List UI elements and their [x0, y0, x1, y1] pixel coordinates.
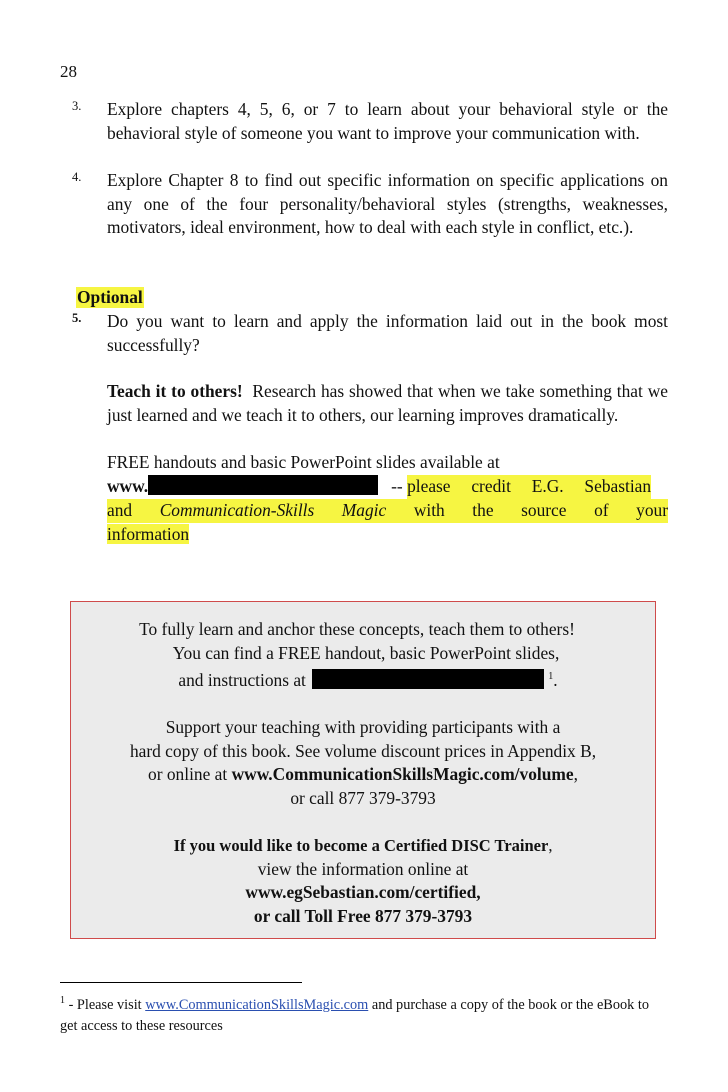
- teach-heading: Teach it to others!: [107, 381, 243, 401]
- cert-heading: If you would like to become a Certified DISC Trainer: [173, 836, 549, 856]
- credit-line-1: [107, 475, 668, 499]
- cert-url[interactable]: www.egSebastian.com/certified,: [245, 882, 481, 903]
- footnote-ref: 1: [548, 671, 554, 682]
- teaching-callout-box: [70, 601, 656, 939]
- footnote: [60, 990, 668, 1037]
- support-line-3: [71, 763, 655, 787]
- list-item-text: Do you want to learn and apply the information laid out in the book most successfully?: [107, 311, 668, 355]
- cert-comma: ,: [548, 836, 553, 856]
- support-line-1: Support your teaching with providing participants with a: [165, 717, 561, 738]
- list-marker: 3.: [72, 99, 82, 113]
- credit-highlight: [107, 499, 668, 523]
- teach-text: Research has showed that when we take something that we just learned and we teach it to others, our learning improves dramatically.: [107, 381, 668, 425]
- callout-line-2: You can find a FREE handout, basic PowerPoint slides,: [172, 642, 560, 663]
- credit-your: your: [636, 500, 669, 520]
- support-line-4: or call 877 379-3793: [290, 787, 436, 808]
- credit-of: of: [594, 500, 609, 520]
- credit-line-2: [107, 499, 668, 523]
- callout-line-1: To fully learn and anchor these concepts, teach them to others!: [139, 619, 575, 639]
- credit-source: source: [521, 500, 567, 520]
- free-handouts-line: FREE handouts and basic PowerPoint slides available at: [107, 452, 500, 472]
- teach-paragraph: [107, 380, 668, 427]
- footnote-pre: - Please visit: [68, 996, 142, 1013]
- cert-phone: or call Toll Free 877 379-3793: [253, 905, 473, 926]
- page-number: 28: [60, 62, 77, 81]
- list-item-text: Explore Chapter 8 to find out specific information on specific applications on any one of the four personality/behavioral styles (strengths, weaknesses, motivators, ideal environment, how to deal with each style in conflict, etc.).: [107, 170, 668, 237]
- credit-information: information: [107, 524, 190, 544]
- credit-the: the: [472, 500, 494, 520]
- credit-and: and: [107, 500, 133, 520]
- footnote-divider: [60, 982, 302, 983]
- cert-line-2: view the information online at: [257, 858, 469, 879]
- support-online-text: or online at: [148, 764, 228, 785]
- redacted-url: [312, 669, 544, 689]
- credit-text: please credit E.G. Sebastian: [407, 475, 651, 499]
- list-marker: 4.: [72, 170, 82, 184]
- support-line-2: hard copy of this book. See volume discount prices in Appendix B,: [129, 740, 597, 761]
- footnote-number: 1: [60, 995, 65, 1006]
- support-comma: ,: [573, 764, 578, 785]
- cert-line-1: [71, 834, 655, 858]
- credit-line-3: [107, 523, 668, 547]
- optional-label: Optional: [77, 287, 143, 307]
- credit-dash: --: [391, 476, 403, 496]
- footnote-post: and purchase a copy of the book or the eBook to get access to these resources: [60, 996, 649, 1034]
- callout-line-3: [81, 665, 655, 692]
- redacted-url: [148, 475, 378, 495]
- www-prefix: www.: [107, 476, 149, 496]
- list-item-text: Explore chapters 4, 5, 6, or 7 to learn about your behavioral style or the behavioral style of someone you want to improve your communication with.: [107, 99, 668, 143]
- credit-with: with: [413, 500, 445, 520]
- footnote-link[interactable]: www.CommunicationSkillsMagic.com: [145, 996, 369, 1013]
- callout-instructions-text: and instructions at: [178, 669, 306, 690]
- list-marker: 5.: [72, 311, 82, 325]
- callout-period: .: [553, 669, 558, 690]
- book-title: Communication-Skills Magic: [159, 500, 387, 520]
- volume-url[interactable]: www.CommunicationSkillsMagic.com/volume: [231, 764, 574, 785]
